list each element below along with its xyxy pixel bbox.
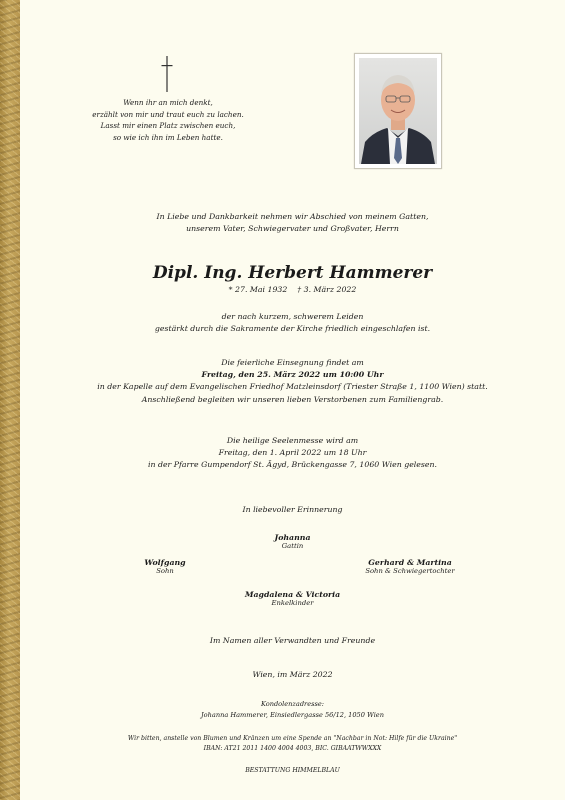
passing-line: gestärkt durch die Sakramente der Kirche friedlich eingeschlafen ist. xyxy=(154,324,431,334)
mass-line: in der Pfarre Gumpendorf St. Ägyd, Brückengasse 7, 1060 Wien gelesen. xyxy=(147,460,438,470)
intro-line: In Liebe und Dankbarkeit nehmen wir Abschied von meinem Gatten, xyxy=(156,212,429,221)
relatives-line: Im Namen aller Verwandten und Freunde xyxy=(209,636,376,645)
poem-line: erzählt von mir und traut euch zu lachen. xyxy=(92,109,244,119)
deceased-name: Dipl. Ing. Herbert Hammerer xyxy=(152,263,433,283)
condolence-address-line: Johanna Hammerer, Einsiedlergasse 56/12, 1050 Wien xyxy=(201,710,384,719)
intro-line: unserem Vater, Schwiegervater und Großvater, Herrn xyxy=(186,224,399,234)
place-date: Wien, im März 2022 xyxy=(252,670,333,679)
blessing-date: Freitag, den 25. März 2022 um 10:00 Uhr xyxy=(201,370,384,380)
family-name: Johanna xyxy=(274,533,311,542)
memory-heading: In liebevoller Erinnerung xyxy=(242,505,343,514)
blessing-line: Anschließend begleiten wir unseren lieben Verstorbenen zum Familiengrab. xyxy=(141,394,444,404)
condolence-label: Kondolenzadresse: xyxy=(261,700,324,708)
poem-line: Wenn ihr an mich denkt, xyxy=(123,98,213,107)
intro-text xyxy=(20,211,565,235)
undertaker: BESTATTUNG HIMMELBLAU xyxy=(245,767,340,774)
mass-notice xyxy=(20,435,565,472)
family-name: Wolfgang xyxy=(144,558,186,567)
family-role: Sohn xyxy=(156,567,174,575)
donation-bank: IBAN: AT21 2011 1400 4004 4003, BIC. GIBAATWWXXX xyxy=(203,745,382,752)
donation-request xyxy=(20,734,565,754)
family-name: Magdalena & Victoria xyxy=(244,590,341,599)
family-son-couple xyxy=(340,558,480,575)
life-dates: * 27. Mai 1932 † 3. März 2022 xyxy=(228,285,357,294)
family-role: Gattin xyxy=(281,542,304,550)
poem-line: Lasst mir einen Platz zwischen euch, xyxy=(100,121,236,131)
poem-line: so wie ich ihn im Leben hatte. xyxy=(113,132,223,142)
blessing-notice xyxy=(20,357,565,406)
portrait-photo xyxy=(359,58,437,164)
blessing-location: in der Kapelle auf dem Evangelischen Friedhof Matzleinsdorf (Triester Straße 1, 1100 Wien) statt. xyxy=(97,382,488,392)
passing-line: der nach kurzem, schwerem Leiden xyxy=(221,312,364,321)
condolence-address xyxy=(20,699,565,720)
family-name: Gerhard & Martina xyxy=(368,558,452,567)
cross-icon xyxy=(160,56,174,92)
decorative-border xyxy=(0,0,20,800)
portrait-frame xyxy=(354,53,442,169)
blessing-line: Die feierliche Einsegnung findet am xyxy=(221,358,364,367)
family-role: Sohn & Schwiegertochter xyxy=(365,567,455,575)
donation-line: Wir bitten, anstelle von Blumen und Kränzen um eine Spende an "Nachbar in Not: Hilfe für die Ukraine" xyxy=(127,735,458,742)
family-son xyxy=(130,558,200,575)
mass-line: Die heilige Seelenmesse wird am xyxy=(226,436,359,445)
mass-line: Freitag, den 1. April 2022 um 18 Uhr xyxy=(218,448,367,458)
family-grandchildren xyxy=(20,590,565,607)
family-spouse xyxy=(20,533,565,550)
passing-text xyxy=(20,311,565,335)
poem xyxy=(88,97,248,143)
family-role: Enkelkinder xyxy=(271,599,314,607)
